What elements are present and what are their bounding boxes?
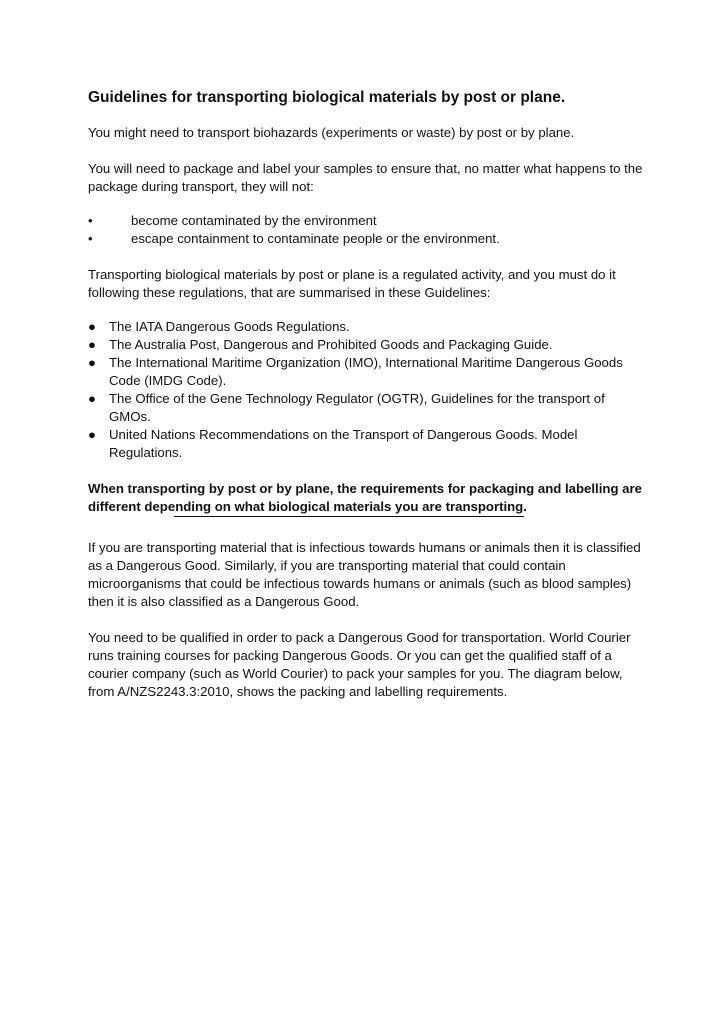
infectious-paragraph: If you are transporting material that is infectious towards humans or animals then it is classified as a Dangerous Good. Similarly, if you are transporting material that could contain microorganisms that could be infectious towards humans or animals (such as blood samples) then it is also classified as a Dangerous Good. — [88, 540, 641, 609]
bullet-icon: ● — [88, 427, 96, 442]
intro-paragraph: You might need to transport biohazards (experiments or waste) by post or by plane. — [88, 125, 575, 140]
regulations-list — [88, 318, 648, 462]
bullet-icon: ● — [88, 337, 96, 352]
document-title: Guidelines for transporting biological materials by post or plane. — [88, 89, 566, 106]
bullet-icon: ● — [88, 355, 96, 370]
bullet-icon: ● — [88, 391, 96, 406]
regulated-paragraph: Transporting biological materials by post or plane is a regulated activity, and you must do it following these regulations, that are summarised in these Guidelines: — [88, 267, 616, 300]
list-item — [88, 426, 648, 462]
bullet-icon: • — [88, 213, 93, 228]
risk-list — [88, 212, 648, 248]
regulation-item-text: The Australia Post, Dangerous and Prohibited Goods and Packaging Guide. — [109, 337, 553, 352]
list-item — [88, 336, 648, 354]
list-item — [88, 390, 648, 426]
regulation-item-text: The International Maritime Organization (IMO), International Maritime Dangerous Goods Code (IMDG Code). — [109, 355, 623, 388]
bullet-icon: • — [88, 231, 93, 246]
risk-item-text: escape containment to contaminate people or the environment. — [131, 231, 500, 246]
list-item — [88, 354, 648, 390]
bullet-icon: ● — [88, 319, 96, 334]
list-item — [88, 230, 648, 248]
regulation-item-text: The IATA Dangerous Goods Regulations. — [109, 319, 350, 334]
list-item — [88, 212, 648, 230]
bold-note: When transporting by post or by plane, the requirements for packaging and labelling are different depending on what biological materials you are transporting. — [88, 481, 642, 514]
list-item — [88, 318, 648, 336]
document-page — [88, 88, 648, 719]
risk-item-text: become contaminated by the environment — [131, 213, 377, 228]
regulation-item-text: United Nations Recommendations on the Transport of Dangerous Goods. Model Regulations. — [109, 427, 578, 460]
regulation-item-text: The Office of the Gene Technology Regulator (OGTR), Guidelines for the transport of GMOs. — [109, 391, 605, 424]
packaging-paragraph: You will need to package and label your samples to ensure that, no matter what happens to the package during transport, they will not: — [88, 161, 643, 194]
qualified-paragraph: You need to be qualified in order to pack a Dangerous Good for transportation. World Courier runs training courses for packing Dangerous Goods. Or you can get the qualified staff of a courier company (such as World Courier) to pack your samples for you. The diagram below, from A/NZS2243.3:2010, shows the packing and labelling requirements. — [88, 630, 631, 699]
horizontal-rule — [174, 516, 524, 517]
